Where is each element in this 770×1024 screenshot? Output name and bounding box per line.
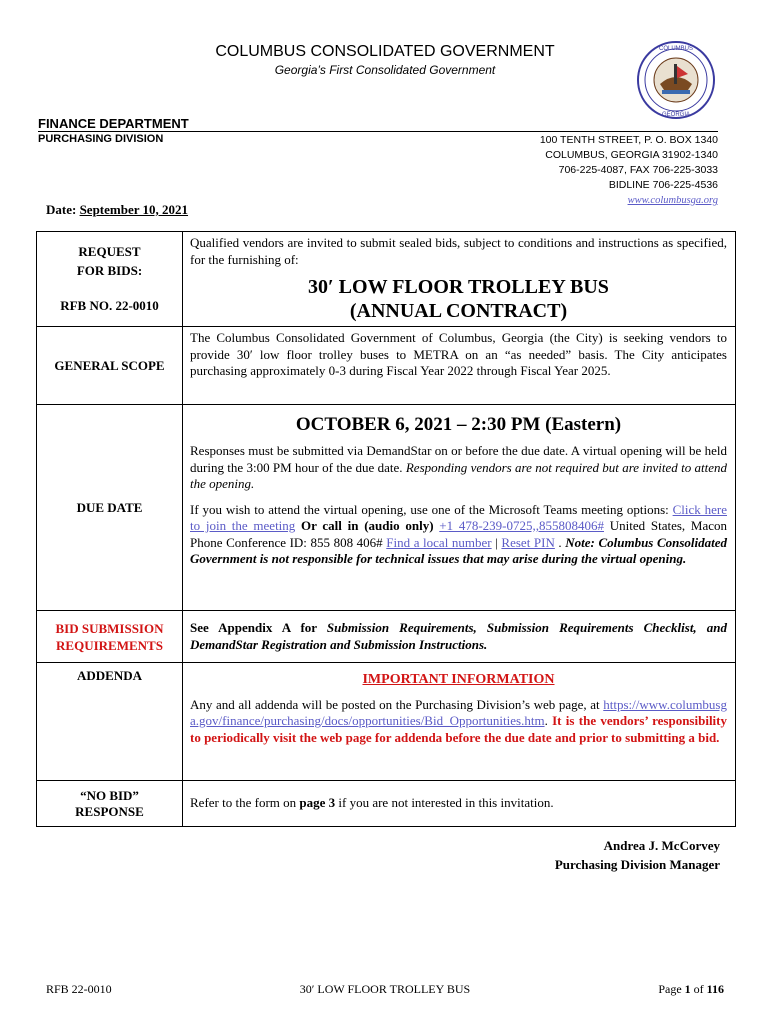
addenda-text: Any and all addenda will be posted on the Purchasing Division’s web page, at https://www.columbusga.gov/finance/purchasing/docs/opportunities/Bid_Opportunities.htm. It is the vendors’ responsibility to periodically visit the web page for addenda before the due date and prior to submitting a bid.	[190, 696, 727, 745]
contact-address	[540, 133, 718, 208]
due-label: DUE DATE	[37, 405, 183, 611]
org-title: COLUMBUS CONSOLIDATED GOVERNMENT	[215, 43, 555, 60]
signature-block	[555, 836, 720, 874]
footer-page-number: Page 1 of 116	[658, 982, 724, 996]
rfb-number: RFB NO. 22-0010	[60, 298, 159, 313]
scope-label: GENERAL SCOPE	[37, 327, 183, 405]
department-name: FINANCE DEPARTMENT	[38, 116, 189, 131]
city-seal-logo	[636, 40, 716, 120]
addenda-label: ADDENDA	[37, 663, 183, 781]
request-label: REQUEST FOR BIDS:	[76, 244, 143, 278]
addenda-warning: It is the vendors’ responsibility to periodically visit the web page for addenda before the due date and prior to submitting a bid.	[190, 713, 727, 745]
org-subtitle: Georgia’s First Consolidated Government	[274, 63, 496, 77]
rfb-info-table	[36, 231, 736, 827]
addenda-content	[183, 663, 736, 781]
footer-title: 30′ LOW FLOOR TROLLEY BUS	[299, 982, 471, 996]
due-note: Note: Columbus Consolidated Government is not responsible for technical issues that may arise during the virtual opening.	[190, 534, 728, 566]
bid-title-line2: (ANNUAL CONTRACT)	[349, 300, 568, 322]
signatory-title: Purchasing Division Manager	[554, 857, 720, 872]
header-divider	[38, 131, 718, 132]
due-paragraph-2: If you wish to attend the virtual opening, use one of the Microsoft Teams meeting options: Click here to join the meeting Or call in (audio only) +1 478-239-0725,,855808406# United States, Macon Phone Conference ID: 855 808 406# Find a local number | Reset PIN . Note: Columbus Consolidated Government is not responsible for technical issues that may arise during the virtual opening.	[190, 501, 728, 566]
important-info-heading: IMPORTANT INFORMATION	[362, 672, 555, 687]
bid-title-line1: 30′ LOW FLOOR TROLLEY BUS	[308, 276, 609, 298]
due-paragraph-1: Responses must be submitted via DemandStar on or before the due date. A virtual opening will be held during the 3:00 PM hour of the due date. Responding vendors are not required but are invited to attend the opening.	[190, 443, 728, 491]
no-bid-label: “NO BID” RESPONSE	[37, 781, 183, 827]
svg-text:GEORGIA: GEORGIA	[661, 112, 691, 118]
request-cell	[37, 232, 183, 327]
address-line: BIDLINE 706-225-4536	[608, 179, 718, 191]
address-line: 100 TENTH STREET, P. O. BOX 1340	[539, 134, 718, 146]
website-link[interactable]: www.columbusga.org	[627, 195, 718, 206]
request-intro: Qualified vendors are invited to submit sealed bids, subject to conditions and instructions as specified, for the furnishing of:	[190, 235, 727, 267]
address-line: 706-225-4087, FAX 706-225-3033	[558, 164, 718, 176]
phone-link[interactable]: +1 478-239-0725,,855808406#	[439, 518, 604, 533]
bid-submission-text: See Appendix A for Submission Requirements, Submission Requirements Checklist, and DemandStar Registration and Submission Instructions.	[183, 611, 736, 663]
no-bid-text: Refer to the form on page 3 if you are not interested in this invitation.	[183, 781, 736, 827]
issue-date	[46, 202, 188, 218]
addenda-url-link[interactable]: https://www.columbusga.gov/finance/purchasing/docs/opportunities/Bid_Opportunities.htm	[190, 696, 727, 728]
division-name: PURCHASING DIVISION	[38, 133, 164, 145]
request-content	[183, 232, 736, 327]
bid-submission-label: BID SUBMISSION REQUIREMENTS	[37, 611, 183, 663]
footer-rfb-number: RFB 22-0010	[46, 982, 112, 996]
scope-text: The Columbus Consolidated Government of Columbus, Georgia (the City) is seeking vendors to provide 30′ low floor trolley buses to METRA on an “as needed” basis. The City anticipates purchasing approximately 0-3 during Fiscal Year 2022 through Fiscal Year 2025.	[183, 327, 736, 405]
reset-pin-link[interactable]: Reset PIN	[501, 534, 555, 550]
find-local-number-link[interactable]: Find a local number	[386, 534, 492, 550]
join-meeting-link[interactable]: Click here to join the meeting	[190, 501, 727, 533]
due-content	[183, 405, 736, 611]
date-value: September 10, 2021	[79, 202, 189, 217]
date-label: Date:	[46, 202, 77, 217]
due-date-heading: OCTOBER 6, 2021 – 2:30 PM (Eastern)	[295, 414, 622, 435]
svg-text:COLUMBUS: COLUMBUS	[658, 46, 694, 52]
address-line: COLUMBUS, GEORGIA 31902-1340	[545, 149, 718, 161]
signatory-name: Andrea J. McCorvey	[603, 838, 720, 853]
